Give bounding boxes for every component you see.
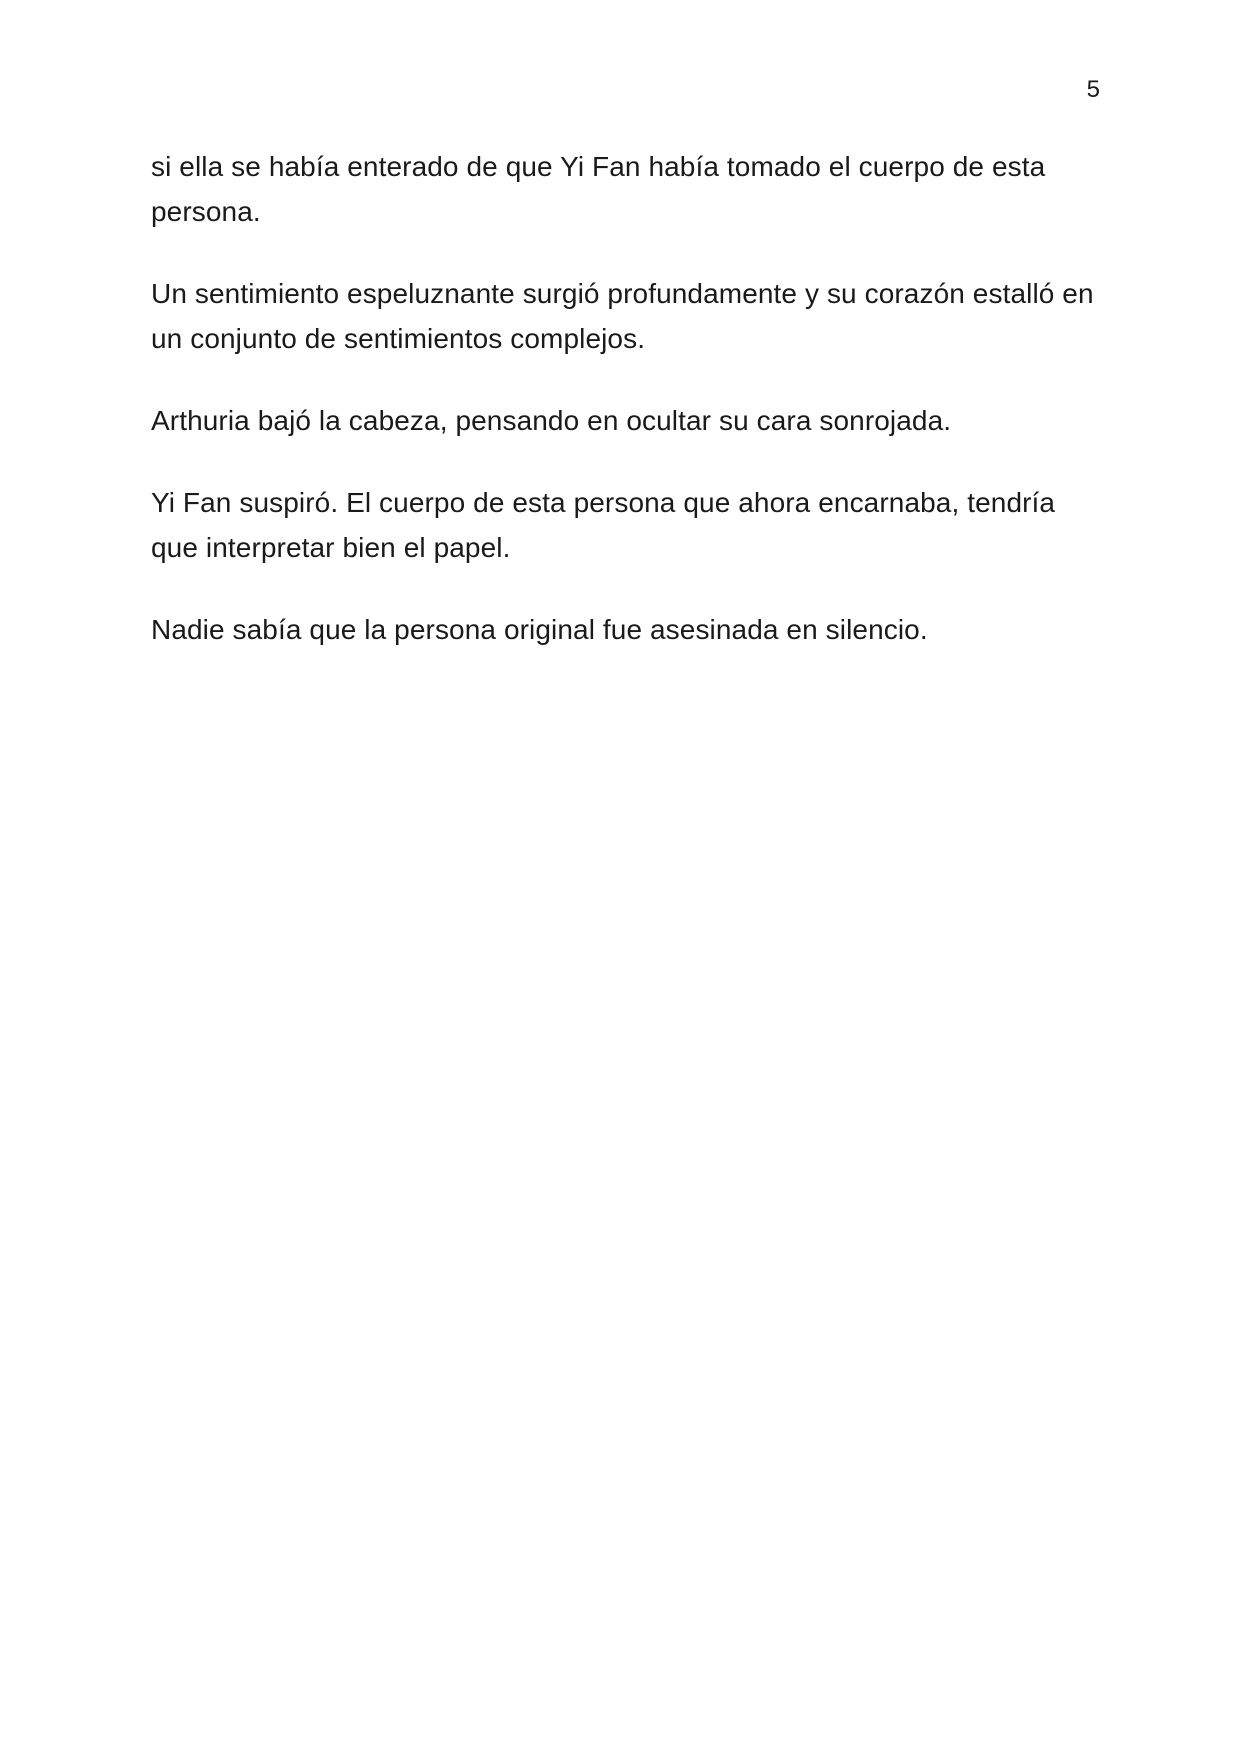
paragraph-line: Yi Fan suspiró. El cuerpo de esta persona que ahora encarnaba, tendría — [151, 487, 1056, 518]
paragraph-5 — [151, 607, 1111, 652]
paragraph-line: un conjunto de sentimientos complejos. — [151, 323, 646, 354]
paragraph-line: persona. — [151, 196, 261, 227]
paragraph-line: Un sentimiento espeluznante surgió profundamente y su corazón estalló en — [151, 278, 1094, 309]
page-content — [151, 144, 1111, 689]
paragraph-4 — [151, 480, 1111, 570]
paragraph-3 — [151, 398, 1111, 443]
page-number: 5 — [1086, 76, 1100, 103]
paragraph-2 — [151, 271, 1111, 361]
paragraph-line: si ella se había enterado de que Yi Fan había tomado el cuerpo de esta — [151, 151, 1046, 182]
paragraph-line: Nadie sabía que la persona original fue asesinada en silencio. — [151, 614, 928, 645]
paragraph-line: que interpretar bien el papel. — [151, 532, 511, 563]
paragraph-1 — [151, 144, 1111, 234]
paragraph-line: Arthuria bajó la cabeza, pensando en ocultar su cara sonrojada. — [151, 405, 952, 436]
